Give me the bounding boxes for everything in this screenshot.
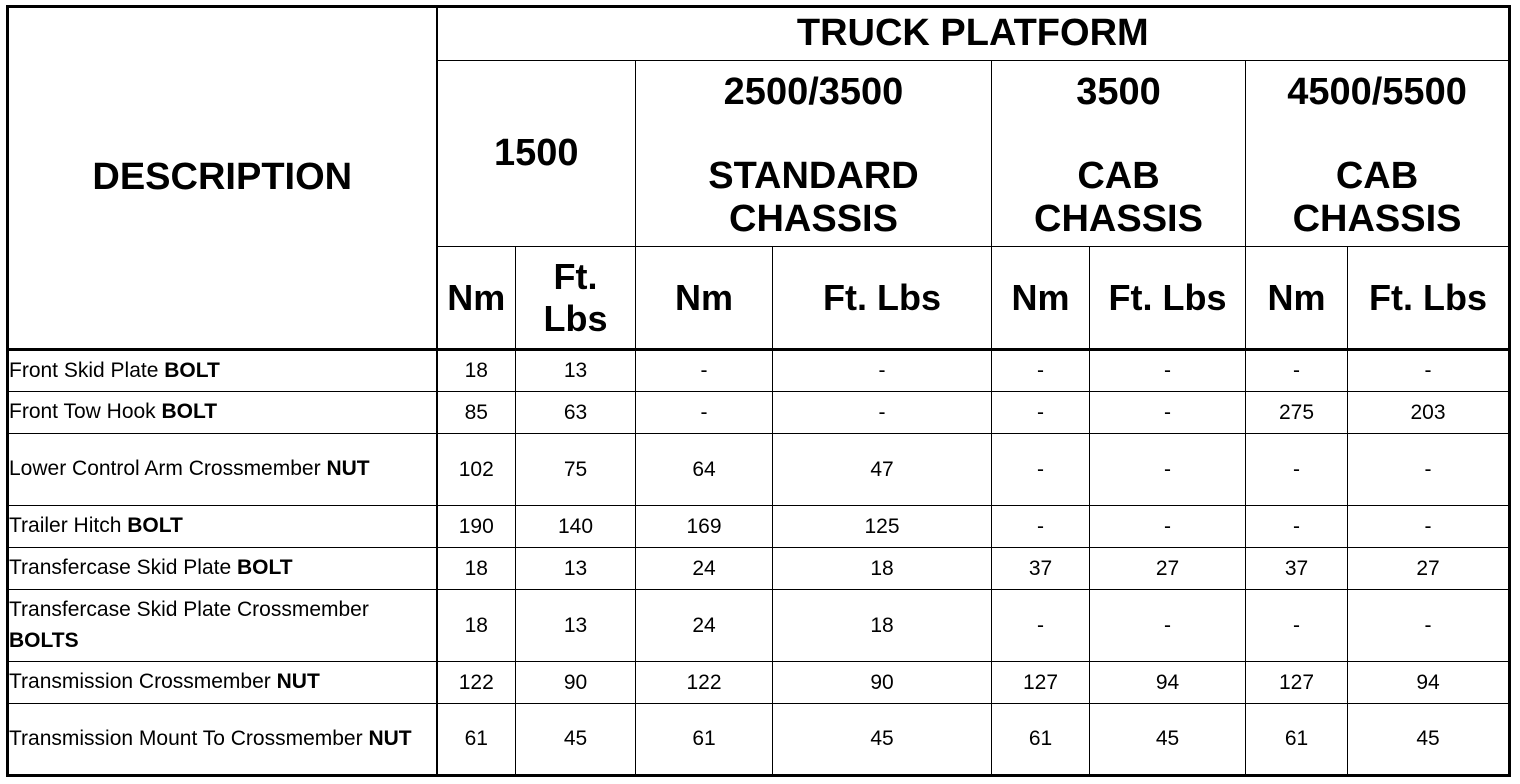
torque-ftlbs-cell: -	[1348, 590, 1510, 662]
row-label: Trailer Hitch	[9, 514, 122, 538]
torque-ftlbs-cell: 94	[1090, 662, 1246, 704]
torque-ftlbs-cell: 94	[1348, 662, 1510, 704]
table-row	[8, 662, 1510, 704]
torque-nm-cell: 61	[1246, 704, 1348, 776]
table-row	[8, 434, 1510, 506]
torque-ftlbs-cell: 45	[1348, 704, 1510, 776]
row-fastener-type: BOLT	[237, 556, 293, 580]
unit-nm-header: Nm	[992, 247, 1090, 350]
unit-ftlbs-line-2: Lbs	[543, 297, 608, 339]
torque-ftlbs-cell: 45	[516, 704, 636, 776]
torque-nm-cell: 127	[1246, 662, 1348, 704]
row-fastener-type: BOLTS	[9, 628, 79, 652]
row-fastener-type: NUT	[368, 726, 412, 750]
torque-nm-cell: -	[1246, 590, 1348, 662]
table-row	[8, 548, 1510, 590]
torque-nm-cell: -	[992, 506, 1090, 548]
row-description	[8, 548, 437, 590]
torque-nm-cell: 61	[992, 704, 1090, 776]
torque-ftlbs-cell: -	[1348, 506, 1510, 548]
torque-nm-cell: -	[636, 350, 773, 392]
unit-ftlbs-header: Ft. Lbs	[1090, 247, 1246, 350]
row-label: Transfercase Skid Plate Crossmember	[9, 598, 369, 622]
torque-nm-cell: 37	[1246, 548, 1348, 590]
spec-table-body	[8, 350, 1510, 776]
torque-ftlbs-cell: 90	[773, 662, 992, 704]
torque-nm-cell: -	[1246, 350, 1348, 392]
platform-4500-5500-header	[1246, 61, 1510, 247]
platform-model-label: 4500/5500	[1287, 70, 1467, 113]
torque-ftlbs-cell: 13	[516, 590, 636, 662]
torque-ftlbs-cell: 45	[1090, 704, 1246, 776]
torque-ftlbs-cell: -	[1348, 434, 1510, 506]
row-description	[8, 434, 437, 506]
row-description	[8, 704, 437, 776]
row-label: Transmission Mount To Crossmember	[9, 726, 363, 750]
platform-model-label: 3500	[1076, 70, 1161, 113]
description-header: DESCRIPTION	[8, 7, 437, 350]
platform-1500-header	[437, 61, 636, 247]
torque-ftlbs-cell: -	[773, 350, 992, 392]
torque-nm-cell: -	[992, 590, 1090, 662]
platform-chassis-label: CHASSIS	[729, 198, 898, 241]
row-label: Lower Control Arm Crossmember	[9, 457, 321, 481]
unit-ftlbs-header: Ft. Lbs	[773, 247, 992, 350]
torque-nm-cell: 18	[437, 548, 516, 590]
unit-ftlbs-header: Ft. Lbs	[1348, 247, 1510, 350]
unit-nm-header: Nm	[636, 247, 773, 350]
platform-model-label: 2500/3500	[723, 70, 904, 113]
torque-nm-cell: 24	[636, 548, 773, 590]
torque-nm-cell: 24	[636, 590, 773, 662]
torque-nm-cell: -	[992, 434, 1090, 506]
torque-nm-cell: 18	[437, 590, 516, 662]
torque-ftlbs-cell: 13	[516, 350, 636, 392]
table-row	[8, 350, 1510, 392]
torque-ftlbs-cell: 47	[773, 434, 992, 506]
torque-nm-cell: -	[1246, 506, 1348, 548]
torque-nm-cell: 37	[992, 548, 1090, 590]
row-fastener-type: NUT	[276, 670, 320, 694]
platform-type-label: CAB	[1335, 154, 1419, 197]
platform-chassis-label: CHASSIS	[1034, 198, 1203, 241]
row-label: Transfercase Skid Plate	[9, 556, 232, 580]
row-description	[8, 506, 437, 548]
row-description	[8, 392, 437, 434]
torque-nm-cell: 127	[992, 662, 1090, 704]
row-description	[8, 590, 437, 662]
torque-ftlbs-cell: 45	[773, 704, 992, 776]
torque-ftlbs-cell: 27	[1348, 548, 1510, 590]
unit-ftlbs-header	[516, 247, 636, 350]
unit-ftlbs-line-1: Ft.	[553, 256, 598, 298]
torque-ftlbs-cell: 140	[516, 506, 636, 548]
unit-nm-header: Nm	[437, 247, 516, 350]
table-row	[8, 392, 1510, 434]
unit-nm-header: Nm	[1246, 247, 1348, 350]
torque-spec-table	[6, 5, 1511, 777]
torque-ftlbs-cell: -	[1090, 590, 1246, 662]
torque-nm-cell: 61	[636, 704, 773, 776]
torque-nm-cell: 275	[1246, 392, 1348, 434]
table-row	[8, 704, 1510, 776]
torque-ftlbs-cell: 63	[516, 392, 636, 434]
row-label: Front Skid Plate	[9, 358, 159, 382]
torque-ftlbs-cell: 203	[1348, 392, 1510, 434]
torque-nm-cell: 102	[437, 434, 516, 506]
torque-nm-cell: -	[1246, 434, 1348, 506]
platform-3500-cab-header	[992, 61, 1246, 247]
torque-nm-cell: 64	[636, 434, 773, 506]
torque-nm-cell: 85	[437, 392, 516, 434]
platform-chassis-label: CHASSIS	[1292, 198, 1462, 241]
row-fastener-type: BOLT	[161, 400, 218, 424]
torque-nm-cell: -	[992, 392, 1090, 434]
table-row	[8, 506, 1510, 548]
torque-spec-table-wrapper	[6, 5, 1511, 777]
row-description	[8, 662, 437, 704]
torque-ftlbs-cell: 125	[773, 506, 992, 548]
torque-nm-cell: 122	[636, 662, 773, 704]
row-label: Front Tow Hook	[9, 400, 156, 424]
platform-type-label: STANDARD	[708, 154, 919, 197]
row-fastener-type: BOLT	[127, 514, 183, 538]
row-fastener-type: BOLT	[164, 358, 220, 382]
torque-nm-cell: 169	[636, 506, 773, 548]
torque-ftlbs-cell: 90	[516, 662, 636, 704]
torque-nm-cell: -	[636, 392, 773, 434]
row-label: Transmission Crossmember	[9, 670, 271, 694]
torque-nm-cell: 190	[437, 506, 516, 548]
torque-ftlbs-cell: -	[773, 392, 992, 434]
table-row	[8, 590, 1510, 662]
torque-ftlbs-cell: 13	[516, 548, 636, 590]
row-fastener-type: NUT	[326, 457, 370, 481]
torque-ftlbs-cell: -	[1090, 434, 1246, 506]
torque-nm-cell: -	[992, 350, 1090, 392]
torque-ftlbs-cell: 27	[1090, 548, 1246, 590]
truck-platform-header: TRUCK PLATFORM	[437, 7, 1510, 61]
platform-2500-3500-header	[636, 61, 992, 247]
platform-1500-label: 1500	[493, 131, 579, 174]
torque-ftlbs-cell: 18	[773, 548, 992, 590]
torque-ftlbs-cell: -	[1348, 350, 1510, 392]
torque-ftlbs-cell: -	[1090, 350, 1246, 392]
torque-nm-cell: 18	[437, 350, 516, 392]
torque-nm-cell: 61	[437, 704, 516, 776]
platform-type-label: CAB	[1077, 154, 1160, 197]
torque-ftlbs-cell: -	[1090, 506, 1246, 548]
torque-ftlbs-cell: -	[1090, 392, 1246, 434]
row-description	[8, 350, 437, 392]
torque-nm-cell: 122	[437, 662, 516, 704]
torque-ftlbs-cell: 75	[516, 434, 636, 506]
torque-ftlbs-cell: 18	[773, 590, 992, 662]
